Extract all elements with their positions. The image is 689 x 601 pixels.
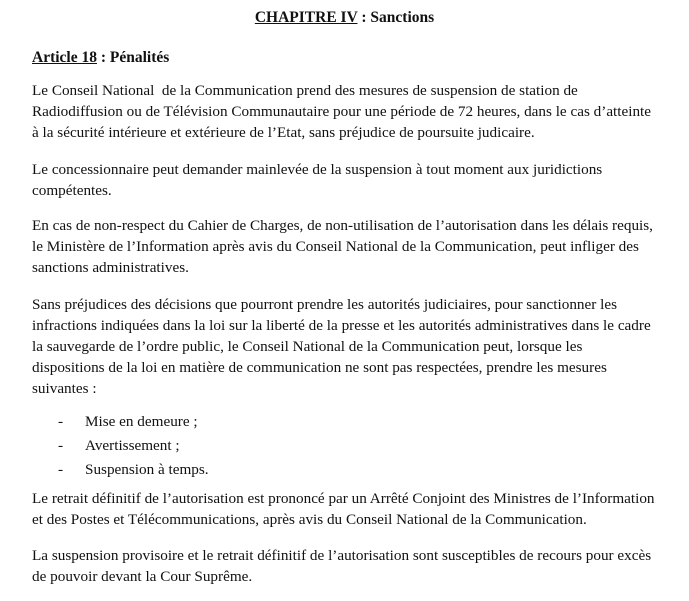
article-title: Pénalités — [109, 49, 170, 66]
chapter-title: Sanctions — [370, 9, 435, 26]
paragraph-line: de pouvoir devant la Cour Suprême. — [32, 568, 253, 585]
paragraph-line: compétentes. — [32, 182, 112, 199]
dash-bullet: - — [58, 437, 64, 454]
list-item — [58, 410, 209, 434]
paragraph-line: dispositions de la loi en matière de communication ne sont pas respectées, prendre les mesures — [32, 359, 607, 376]
paragraph-line: En cas de non-respect du Cahier de Charges, de non-utilisation de l’autorisation dans les délais requis, — [32, 217, 653, 234]
paragraph-line: la sauvegarde de l’ordre public, le Conseil National de la Communication peut, lorsque les — [32, 338, 583, 355]
measure-text: Avertissement ; — [85, 437, 180, 454]
article-number: Article 18 — [32, 49, 97, 66]
paragraph-line: suivantes : — [32, 380, 97, 397]
measure-text: Suspension à temps. — [85, 461, 209, 478]
paragraph-line: Radiodiffusion ou de Télévision Communautaire pour une période de 72 heures, dans le cas d’atteinte — [32, 103, 652, 120]
paragraph-line: Le Conseil National de la Communication prend des mesures de suspension de station de — [32, 82, 578, 99]
paragraph-suspension — [32, 80, 682, 143]
paragraph-line: Sans préjudices des décisions que pourront prendre les autorités judiciaires, pour sanctionner les — [32, 296, 617, 313]
paragraph-line: infractions indiquées dans la loi sur la liberté de la presse et les autorités administratives dans le cadre — [32, 317, 651, 334]
paragraph-sanctions — [32, 294, 682, 399]
measures-list — [58, 410, 209, 482]
chapter-heading — [0, 8, 689, 28]
paragraph-retrait — [32, 488, 682, 530]
paragraph-line: à la sécurité intérieure et extérieure de l’Etat, sans préjudice de poursuite judicaire. — [32, 124, 535, 141]
list-item — [58, 458, 209, 482]
article-separator: : — [96, 49, 110, 66]
dash-bullet: - — [58, 461, 64, 478]
chapter-separator: : — [357, 9, 371, 26]
dash-bullet: - — [58, 413, 64, 430]
paragraph-recours — [32, 545, 682, 587]
paragraph-line: sanctions administratives. — [32, 259, 189, 276]
paragraph-non-respect — [32, 215, 682, 278]
paragraph-line: Le retrait définitif de l’autorisation est prononcé par un Arrêté Conjoint des Ministres de l’Information — [32, 490, 655, 507]
paragraph-line: le Ministère de l’Information après avis du Conseil National de la Communication, peut infliger des — [32, 238, 639, 255]
paragraph-line: Le concessionnaire peut demander mainlevée de la suspension à tout moment aux juridictions — [32, 161, 603, 178]
paragraph-line: La suspension provisoire et le retrait définitif de l’autorisation sont susceptibles de recours pour excès — [32, 547, 652, 564]
paragraph-line: et des Postes et Télécommunications, après avis du Conseil National de la Communication. — [32, 511, 587, 528]
measure-text: Mise en demeure ; — [85, 413, 198, 430]
article-heading — [32, 48, 169, 68]
chapter-number: CHAPITRE IV — [254, 9, 358, 26]
paragraph-mainlevee — [32, 159, 682, 201]
list-item — [58, 434, 209, 458]
